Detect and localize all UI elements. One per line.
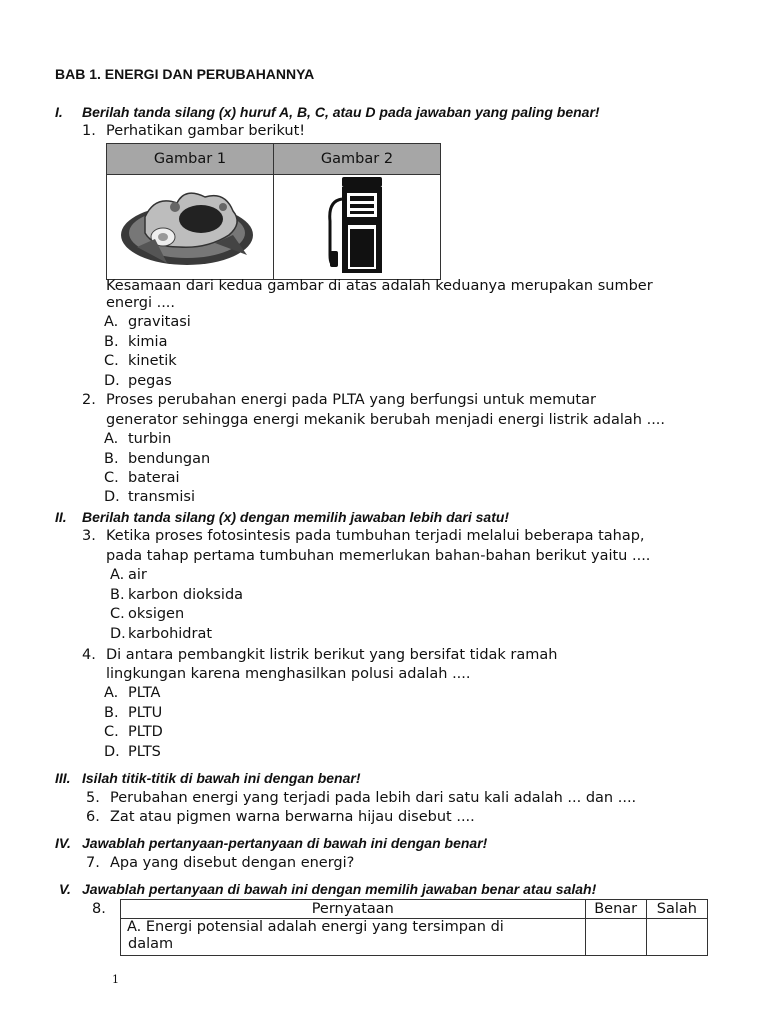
section-1-instruction: Berilah tanda silang (x) huruf A, B, C, atau D pada jawaban yang paling benar! [82, 104, 600, 120]
q1-option-d-letter[interactable]: D. [104, 373, 120, 389]
image-cell-food [107, 175, 274, 280]
q3-option-a-text: air [128, 567, 147, 583]
section-5-instruction: Jawablah pertanyaan di bawah ini dengan memilih jawaban benar atau salah! [82, 881, 597, 897]
q4-option-b-letter[interactable]: B. [104, 705, 119, 721]
q8-number: 8. [92, 901, 106, 917]
q2-option-d-letter[interactable]: D. [104, 489, 120, 505]
section-3-instruction: Isilah titik-titik di bawah ini dengan benar! [82, 770, 361, 786]
q3-option-d-text: karbohidrat [128, 626, 213, 642]
q1-image-table [106, 143, 441, 280]
tf-row-1-false-cell[interactable] [646, 919, 707, 956]
q3-option-b-letter[interactable]: B. [110, 587, 125, 603]
q1-option-b-text: kimia [128, 334, 168, 350]
q1-question-line-2: energi .... [106, 295, 176, 311]
q4-option-d-text: PLTS [128, 744, 161, 760]
section-2-number: II. [55, 509, 67, 525]
q3-option-b-text: karbon dioksida [128, 587, 244, 603]
tf-header-statement: Pernyataan [121, 900, 586, 919]
page-number: 1 [112, 973, 119, 986]
q1-intro: Perhatikan gambar berikut! [106, 123, 306, 139]
tf-row-1-line-2: dalam [128, 936, 174, 952]
tf-row-1-line-1: A. Energi potensial adalah energi yang tersimpan di [127, 919, 504, 935]
image-table-header-2: Gambar 2 [274, 144, 441, 175]
q2-option-a-letter[interactable]: A. [104, 431, 119, 447]
q2-option-c-text: baterai [128, 470, 180, 486]
q3-option-d-letter[interactable]: D. [110, 626, 126, 642]
food-plate-image [115, 177, 265, 273]
q3-option-c-text: oksigen [128, 606, 185, 622]
q4-option-a-letter[interactable]: A. [104, 685, 119, 701]
tf-header-true: Benar [585, 900, 646, 919]
section-2-instruction: Berilah tanda silang (x) dengan memilih jawaban lebih dari satu! [82, 509, 510, 525]
q2-option-c-letter[interactable]: C. [104, 470, 119, 486]
q4-line-1: Di antara pembangkit listrik berikut yang bersifat tidak ramah [106, 647, 558, 663]
true-false-table [120, 899, 708, 956]
q2-option-d-text: transmisi [128, 489, 196, 505]
q4-option-a-text: PLTA [128, 685, 161, 701]
q3-line-2: pada tahap pertama tumbuhan memerlukan bahan-bahan berikut yaitu .... [106, 548, 651, 564]
q7-text: Apa yang disebut dengan energi? [110, 855, 355, 871]
q2-option-b-letter[interactable]: B. [104, 451, 119, 467]
q1-option-b-letter[interactable]: B. [104, 334, 119, 350]
q6-text: Zat atau pigmen warna berwarna hijau disebut .... [110, 809, 475, 825]
tf-row-1-statement [121, 919, 586, 956]
image-cell-pump [274, 175, 441, 280]
image-table-header-1: Gambar 1 [107, 144, 274, 175]
section-3-number: III. [55, 770, 71, 786]
section-4-number: IV. [55, 835, 71, 851]
q5-text: Perubahan energi yang terjadi pada lebih dari satu kali adalah ... dan .... [110, 790, 637, 806]
chapter-title: BAB 1. ENERGI DAN PERUBAHANNYA [55, 66, 315, 82]
q2-option-b-text: bendungan [128, 451, 211, 467]
q4-option-d-letter[interactable]: D. [104, 744, 120, 760]
q1-option-d-text: pegas [128, 373, 172, 389]
q2-line-1: Proses perubahan energi pada PLTA yang berfungsi untuk memutar [106, 392, 596, 408]
tf-header-false: Salah [646, 900, 707, 919]
q1-option-a-letter[interactable]: A. [104, 314, 119, 330]
q2-option-a-text: turbin [128, 431, 172, 447]
q1-question-line-1: Kesamaan dari kedua gambar di atas adalah keduanya merupakan sumber [106, 278, 653, 294]
section-5-number: V. [59, 881, 71, 897]
q1-option-a-text: gravitasi [128, 314, 191, 330]
q4-option-c-letter[interactable]: C. [104, 724, 119, 740]
q6-number: 6. [86, 809, 100, 825]
q7-number: 7. [86, 855, 100, 871]
q1-option-c-letter[interactable]: C. [104, 353, 119, 369]
q2-line-2: generator sehingga energi mekanik berubah menjadi energi listrik adalah .... [106, 412, 666, 428]
section-1-number: I. [55, 104, 63, 120]
q1-number: 1. [82, 123, 96, 139]
q5-number: 5. [86, 790, 100, 806]
q4-line-2: lingkungan karena menghasilkan polusi adalah .... [106, 666, 471, 682]
q4-option-b-text: PLTU [128, 705, 163, 721]
q3-number: 3. [82, 528, 96, 544]
q4-number: 4. [82, 647, 96, 663]
section-4-instruction: Jawablah pertanyaan-pertanyaan di bawah ini dengan benar! [82, 835, 488, 851]
fuel-pump-image [322, 175, 392, 275]
q2-number: 2. [82, 392, 96, 408]
q3-line-1: Ketika proses fotosintesis pada tumbuhan terjadi melalui beberapa tahap, [106, 528, 645, 544]
q1-option-c-text: kinetik [128, 353, 177, 369]
q3-option-a-letter[interactable]: A. [110, 567, 125, 583]
q3-option-c-letter[interactable]: C. [110, 606, 125, 622]
tf-row-1-true-cell[interactable] [585, 919, 646, 956]
q4-option-c-text: PLTD [128, 724, 163, 740]
